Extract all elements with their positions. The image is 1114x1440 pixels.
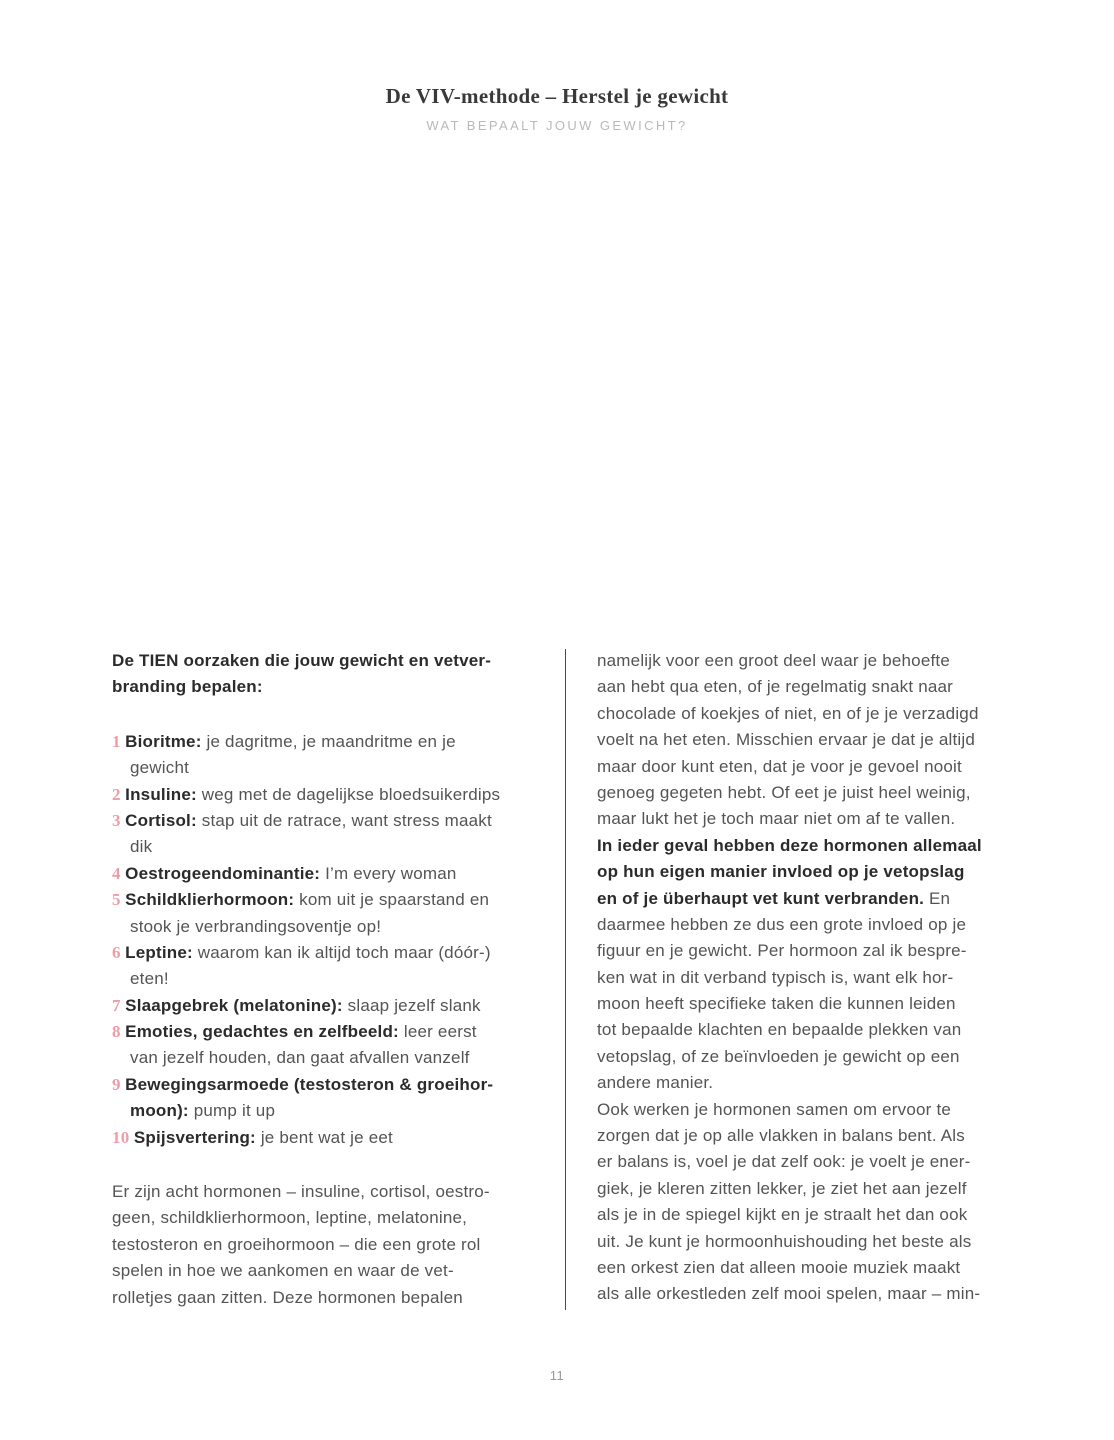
page-title: De VIV-methode – Herstel je gewicht bbox=[385, 84, 729, 108]
text-line bbox=[112, 729, 564, 755]
left-column-heading bbox=[112, 648, 564, 701]
numbered-causes-list bbox=[112, 729, 564, 1151]
text-segment: 2 bbox=[112, 784, 126, 804]
text-line bbox=[597, 1255, 1049, 1281]
text-line bbox=[597, 912, 1049, 938]
text-segment: testosteron en groeihormoon – die een grote rol bbox=[112, 1234, 481, 1254]
text-line bbox=[597, 806, 1049, 832]
text-segment: waarom kan ik altijd toch maar (dóór-) bbox=[192, 942, 491, 962]
text-segment: voelt na het eten. Misschien ervaar je dat je altijd bbox=[597, 730, 975, 750]
text-line bbox=[597, 1176, 1049, 1202]
text-segment: 6 bbox=[112, 942, 126, 962]
text-line bbox=[112, 914, 564, 940]
text-line bbox=[112, 1285, 564, 1311]
text-segment: rolletjes gaan zitten. Deze hormonen bepalen bbox=[112, 1287, 463, 1307]
text-segment: 8 bbox=[112, 1022, 126, 1042]
text-segment: Cortisol: bbox=[125, 810, 197, 830]
text-segment: De TIEN oorzaken die jouw gewicht en vetver- bbox=[112, 651, 492, 670]
text-line bbox=[112, 1179, 564, 1205]
spacer bbox=[112, 1151, 564, 1179]
text-line bbox=[112, 808, 564, 834]
text-segment: een orkest zien dat alleen mooie muziek maakt bbox=[597, 1257, 961, 1277]
text-line bbox=[597, 938, 1049, 964]
text-segment: Oestrogeendominantie: bbox=[125, 863, 321, 883]
text-segment: uit. Je kunt je hormoonhuishouding het beste als bbox=[597, 1231, 972, 1251]
text-segment: branding bepalen: bbox=[112, 677, 263, 697]
text-line bbox=[112, 940, 564, 966]
text-segment: pump it up bbox=[188, 1101, 276, 1121]
text-line bbox=[112, 1205, 564, 1231]
text-line bbox=[597, 780, 1049, 806]
text-segment: kom uit je spaarstand en bbox=[294, 890, 490, 910]
text-segment: gewicht bbox=[130, 758, 190, 778]
text-segment: chocolade of koekjes of niet, en of je je verzadigd bbox=[597, 703, 979, 723]
text-segment: Insuline: bbox=[125, 784, 197, 804]
text-line bbox=[112, 834, 564, 860]
text-segment: je dagritme, je maandritme en je bbox=[201, 731, 456, 751]
text-line bbox=[112, 966, 564, 992]
text-segment: 5 bbox=[112, 890, 126, 910]
text-line bbox=[597, 1202, 1049, 1228]
text-line bbox=[112, 1072, 564, 1098]
text-segment: andere manier. bbox=[597, 1073, 714, 1093]
text-line bbox=[597, 727, 1049, 753]
page-subtitle: WAT BEPAALT JOUW GEWICHT? bbox=[426, 118, 688, 133]
text-line bbox=[112, 1232, 564, 1258]
text-line bbox=[597, 701, 1049, 727]
text-segment: En bbox=[924, 888, 951, 908]
text-segment: je bent wat je eet bbox=[255, 1127, 393, 1147]
text-line bbox=[112, 755, 564, 781]
text-segment: maar door kunt eten, dat je voor je gevoel nooit bbox=[597, 756, 962, 776]
text-segment: als alle orkestleden zelf mooi spelen, maar – min- bbox=[597, 1284, 981, 1304]
text-segment: maar lukt het je toch maar niet om af te vallen. bbox=[597, 809, 956, 829]
text-line bbox=[597, 833, 1049, 859]
text-segment: 3 bbox=[112, 810, 126, 830]
text-segment: spelen in hoe we aankomen en waar de vet- bbox=[112, 1261, 454, 1281]
text-segment: geen, schildklierhormoon, leptine, melatonine, bbox=[112, 1208, 468, 1228]
text-line bbox=[112, 782, 564, 808]
text-segment: Spijsvertering: bbox=[133, 1127, 256, 1147]
text-segment: 10 bbox=[112, 1127, 134, 1147]
text-segment: Emoties, gedachtes en zelfbeeld: bbox=[125, 1022, 399, 1042]
page-header bbox=[0, 84, 1114, 133]
page-number: 11 bbox=[549, 1368, 565, 1383]
text-segment: Slaapgebrek (melatonine): bbox=[125, 995, 343, 1015]
text-line bbox=[112, 861, 564, 887]
text-segment: leer eerst bbox=[398, 1022, 477, 1042]
text-line bbox=[597, 1017, 1049, 1043]
text-segment: Er zijn acht hormonen – insuline, cortisol, oestro- bbox=[112, 1182, 490, 1202]
text-segment: van jezelf houden, dan gaat afvallen vanzelf bbox=[130, 1048, 470, 1068]
text-segment: en of je überhaupt vet kunt verbranden. bbox=[597, 888, 925, 908]
text-segment: Bioritme: bbox=[125, 731, 202, 751]
text-segment: ken wat in dit verband typisch is, want elk hor- bbox=[597, 967, 954, 987]
left-column bbox=[112, 648, 564, 1311]
text-line bbox=[597, 648, 1049, 674]
text-segment: 7 bbox=[112, 995, 126, 1015]
text-segment: dik bbox=[130, 837, 153, 857]
right-column-paragraphs bbox=[597, 648, 1049, 1308]
text-segment: stook je verbrandingsoventje op! bbox=[130, 916, 382, 936]
text-segment: tot bepaalde klachten en bepaalde plekken van bbox=[597, 1020, 962, 1040]
text-segment: daarmee hebben ze dus een grote invloed op je bbox=[597, 914, 967, 934]
text-line bbox=[597, 1229, 1049, 1255]
text-segment: aan hebt qua eten, of je regelmatig snakt naar bbox=[597, 677, 954, 697]
text-line bbox=[112, 1019, 564, 1045]
text-line bbox=[112, 1125, 564, 1151]
text-segment: Bewegingsarmoede (testosteron & groeihor- bbox=[125, 1074, 494, 1094]
right-column bbox=[597, 648, 1049, 1308]
text-line bbox=[597, 1281, 1049, 1307]
text-line bbox=[597, 965, 1049, 991]
text-segment: slaap jezelf slank bbox=[342, 995, 481, 1015]
text-line bbox=[597, 859, 1049, 885]
text-line bbox=[112, 1098, 564, 1124]
text-line bbox=[597, 754, 1049, 780]
text-segment: giek, je kleren zitten lekker, je ziet het aan jezelf bbox=[597, 1178, 967, 1198]
left-column-paragraph bbox=[112, 1179, 564, 1311]
text-line bbox=[597, 1123, 1049, 1149]
text-segment: moon heeft specifieke taken die kunnen leiden bbox=[597, 994, 956, 1014]
text-segment: genoeg gegeten hebt. Of eet je juist heel weinig, bbox=[597, 782, 971, 802]
text-line bbox=[597, 674, 1049, 700]
spacer bbox=[112, 701, 564, 729]
text-line bbox=[112, 1258, 564, 1284]
text-segment: 4 bbox=[112, 863, 126, 883]
text-segment: 1 bbox=[112, 731, 126, 751]
text-segment: op hun eigen manier invloed op je vetopslag bbox=[597, 862, 965, 882]
text-line bbox=[112, 993, 564, 1019]
text-line bbox=[597, 1097, 1049, 1123]
text-segment: Leptine: bbox=[125, 942, 193, 962]
text-segment: 9 bbox=[112, 1074, 126, 1094]
text-line bbox=[112, 648, 564, 674]
text-segment: stap uit de ratrace, want stress maakt bbox=[196, 810, 492, 830]
text-segment: eten! bbox=[130, 969, 169, 989]
text-segment: figuur en je gewicht. Per hormoon zal ik bespre- bbox=[597, 941, 967, 961]
text-segment: als je in de spiegel kijkt en je straalt het dan ook bbox=[597, 1205, 968, 1225]
text-segment: Schildklierhormoon: bbox=[125, 890, 295, 910]
text-segment: I’m every woman bbox=[320, 863, 457, 883]
text-line bbox=[597, 1070, 1049, 1096]
text-line bbox=[597, 991, 1049, 1017]
text-segment: weg met de dagelijkse bloedsuikerdips bbox=[196, 784, 501, 804]
text-segment: In ieder geval hebben deze hormonen allemaal bbox=[597, 835, 982, 855]
text-segment: moon): bbox=[130, 1101, 189, 1121]
text-line bbox=[112, 1045, 564, 1071]
text-segment: er balans is, voel je dat zelf ook: je voelt je ener- bbox=[597, 1152, 971, 1172]
column-divider bbox=[565, 649, 566, 1310]
text-segment: Ook werken je hormonen samen om ervoor te bbox=[597, 1099, 952, 1119]
text-line bbox=[112, 674, 564, 700]
text-line bbox=[597, 1044, 1049, 1070]
text-segment: vetopslag, of ze beïnvloeden je gewicht op een bbox=[597, 1046, 960, 1066]
text-line bbox=[597, 1149, 1049, 1175]
text-segment: zorgen dat je op alle vlakken in balans bent. Als bbox=[597, 1126, 965, 1146]
text-line bbox=[112, 887, 564, 913]
text-line bbox=[597, 886, 1049, 912]
text-segment: namelijk voor een groot deel waar je behoefte bbox=[597, 651, 950, 670]
